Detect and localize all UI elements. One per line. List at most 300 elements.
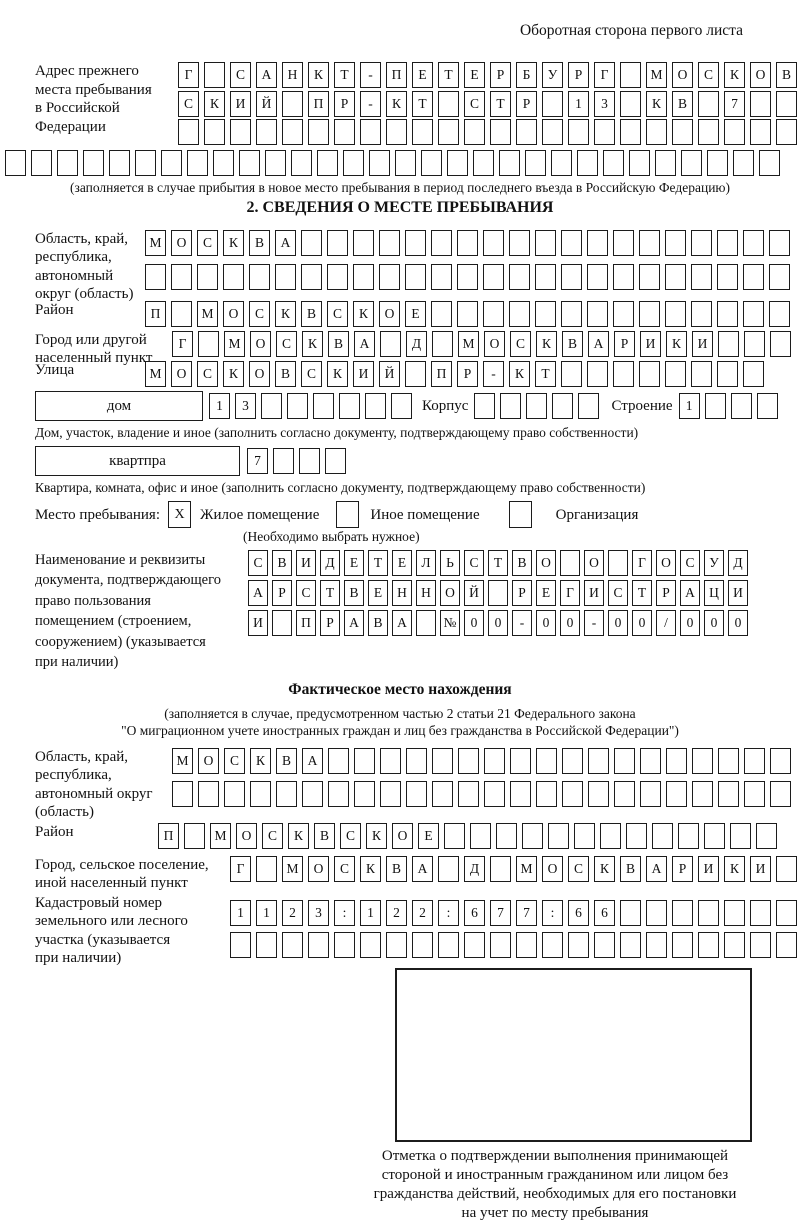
char-cell: И	[248, 610, 268, 636]
char-cell: Д	[728, 550, 748, 576]
char-cell	[256, 932, 277, 958]
char-cell	[646, 900, 667, 926]
char-cell	[31, 150, 52, 176]
char-cell	[464, 932, 485, 958]
char-cell	[438, 856, 459, 882]
char-cell	[691, 301, 712, 327]
char-cell: К	[308, 62, 329, 88]
char-cell	[458, 748, 479, 774]
char-cell	[744, 331, 765, 357]
char-cell: О	[171, 361, 192, 387]
char-cell	[724, 119, 745, 145]
label-line: Город, сельское поселение,	[35, 856, 209, 873]
korpus-cells	[474, 393, 599, 419]
char-cell	[380, 781, 401, 807]
char-cell	[275, 264, 296, 290]
char-cell	[204, 119, 225, 145]
char-cell	[542, 119, 563, 145]
char-cell: С	[262, 823, 283, 849]
char-cell: С	[230, 62, 251, 88]
char-cell	[600, 823, 621, 849]
stay-option3-label: Организация	[555, 506, 639, 523]
char-cell: Е	[368, 580, 388, 606]
char-cell	[750, 900, 771, 926]
char-cell: Л	[416, 550, 436, 576]
char-cell	[562, 781, 583, 807]
char-cell	[620, 900, 641, 926]
char-cell	[770, 781, 791, 807]
label-line: в Российской	[35, 100, 120, 116]
char-cell: Д	[464, 856, 485, 882]
street-cells	[145, 361, 764, 387]
char-cell: 0	[608, 610, 628, 636]
char-cell: В	[344, 580, 364, 606]
char-cell	[672, 932, 693, 958]
char-cell	[360, 932, 381, 958]
char-cell: Е	[536, 580, 556, 606]
district-row	[5, 301, 795, 331]
char-cell: И	[728, 580, 748, 606]
char-cell: С	[608, 580, 628, 606]
char-cell	[273, 448, 294, 474]
char-cell	[145, 264, 166, 290]
char-cell: 0	[632, 610, 652, 636]
char-cell: А	[392, 610, 412, 636]
actual-city-row	[5, 856, 795, 891]
char-cell: Т	[334, 62, 355, 88]
prev-address-grid	[178, 62, 797, 145]
char-cell: К	[327, 361, 348, 387]
char-cell: П	[386, 62, 407, 88]
region-label	[5, 230, 145, 304]
char-cell: К	[204, 91, 225, 117]
char-cell	[301, 230, 322, 256]
actual-location-title: Фактическое место нахождения	[288, 680, 512, 698]
char-cell	[542, 91, 563, 117]
char-cell	[548, 823, 569, 849]
char-cell	[681, 150, 702, 176]
char-cell	[698, 91, 719, 117]
char-cell: Ц	[704, 580, 724, 606]
char-cell	[386, 119, 407, 145]
char-cell: Й	[464, 580, 484, 606]
actual-city-label	[5, 856, 230, 893]
char-cell: 1	[679, 393, 700, 419]
label-line: гражданства действий, необходимых для его постановки	[373, 1185, 737, 1202]
char-cell	[561, 264, 582, 290]
char-cell	[239, 150, 260, 176]
char-cell: Т	[368, 550, 388, 576]
char-cell	[438, 932, 459, 958]
house-number-cells	[209, 393, 412, 419]
char-cell	[197, 264, 218, 290]
char-cell	[172, 781, 193, 807]
char-cell	[510, 781, 531, 807]
char-cell	[536, 748, 557, 774]
char-cell	[672, 900, 693, 926]
label-line: места пребывания	[35, 81, 152, 98]
char-cell	[301, 264, 322, 290]
char-cell: Е	[412, 62, 433, 88]
char-cell: М	[646, 62, 667, 88]
char-cell	[718, 748, 739, 774]
char-cell	[578, 393, 599, 419]
label-line: земельного или лесного	[35, 913, 188, 929]
char-cell: М	[210, 823, 231, 849]
char-cell	[770, 748, 791, 774]
char-cell: 6	[594, 900, 615, 926]
char-cell	[718, 781, 739, 807]
char-cell: К	[666, 331, 687, 357]
char-cell: 3	[594, 91, 615, 117]
prev-address-row3	[178, 119, 797, 145]
char-cell: В	[620, 856, 641, 882]
char-cell: 7	[490, 900, 511, 926]
label-line: республика,	[35, 767, 112, 783]
char-cell: Т	[320, 580, 340, 606]
char-cell	[665, 301, 686, 327]
char-cell: 0	[464, 610, 484, 636]
char-cell: 7	[516, 900, 537, 926]
char-cell: О	[171, 230, 192, 256]
char-cell: Г	[230, 856, 251, 882]
char-cell	[613, 230, 634, 256]
prev-address-block	[5, 62, 795, 147]
stay-type-row	[5, 502, 795, 528]
char-cell: С	[340, 823, 361, 849]
district-cells	[145, 301, 790, 327]
actual-location-note1: (заполняется в случае, предусмотренном частью 2 статьи 21 Федерального закона	[164, 705, 636, 721]
char-cell: В	[368, 610, 388, 636]
char-cell	[733, 150, 754, 176]
char-cell	[717, 361, 738, 387]
char-cell	[249, 264, 270, 290]
char-cell: В	[275, 361, 296, 387]
char-cell: 2	[386, 900, 407, 926]
cadastral-row2	[230, 932, 797, 958]
stay-option3-checkbox	[509, 501, 532, 528]
char-cell	[287, 393, 308, 419]
char-cell	[406, 748, 427, 774]
char-cell	[707, 150, 728, 176]
house-box: дом	[35, 391, 203, 421]
char-cell	[291, 150, 312, 176]
char-cell: О	[223, 301, 244, 327]
char-cell	[447, 150, 468, 176]
char-cell	[416, 610, 436, 636]
char-cell	[639, 301, 660, 327]
char-cell	[5, 150, 26, 176]
char-cell	[750, 119, 771, 145]
char-cell: А	[354, 331, 375, 357]
char-cell	[743, 230, 764, 256]
char-cell: Ь	[440, 550, 460, 576]
label-line: Область, край,	[35, 230, 129, 247]
char-cell: М	[282, 856, 303, 882]
char-cell: -	[360, 91, 381, 117]
char-cell	[379, 264, 400, 290]
char-cell	[178, 119, 199, 145]
char-cell: К	[275, 301, 296, 327]
char-cell	[339, 393, 360, 419]
char-cell: С	[249, 301, 270, 327]
char-cell: 6	[568, 900, 589, 926]
char-cell: К	[509, 361, 530, 387]
actual-district-label: Район	[35, 823, 74, 840]
char-cell: А	[646, 856, 667, 882]
char-cell	[639, 361, 660, 387]
char-cell	[587, 361, 608, 387]
char-cell	[431, 264, 452, 290]
char-cell	[484, 781, 505, 807]
char-cell	[652, 823, 673, 849]
city-row	[5, 331, 795, 366]
char-cell	[187, 150, 208, 176]
char-cell	[509, 264, 530, 290]
char-cell	[406, 781, 427, 807]
char-cell: 3	[308, 900, 329, 926]
char-cell: 1	[209, 393, 230, 419]
region-row2	[145, 264, 790, 290]
char-cell	[560, 550, 580, 576]
char-cell	[353, 230, 374, 256]
char-cell: У	[704, 550, 724, 576]
char-cell	[432, 781, 453, 807]
char-cell	[561, 230, 582, 256]
char-cell	[405, 264, 426, 290]
stroenie-cells	[679, 393, 778, 419]
prev-address-note: (заполняется в случае прибытия в новое место пребывания в период последнего въезда в Российскую Федерацию)	[69, 179, 731, 195]
char-cell	[626, 823, 647, 849]
char-cell	[776, 900, 797, 926]
char-cell: К	[302, 331, 323, 357]
char-cell: М	[172, 748, 193, 774]
char-cell: А	[275, 230, 296, 256]
char-cell	[692, 748, 713, 774]
char-cell: В	[328, 331, 349, 357]
section2-title: 2. СВЕДЕНИЯ О МЕСТЕ ПРЕБЫВАНИЯ	[246, 198, 554, 216]
char-cell	[776, 932, 797, 958]
char-cell	[776, 91, 797, 117]
char-cell	[730, 823, 751, 849]
char-cell: Т	[535, 361, 556, 387]
house-note: Дом, участок, владение и иное (заполнить согласно документу, подтверждающему право собственности)	[35, 424, 639, 440]
char-cell: О	[379, 301, 400, 327]
char-cell	[464, 119, 485, 145]
char-cell: Р	[272, 580, 292, 606]
char-cell: М	[145, 361, 166, 387]
char-cell	[457, 301, 478, 327]
char-cell	[620, 62, 641, 88]
cadastral-grid	[230, 900, 797, 958]
char-cell	[438, 91, 459, 117]
char-cell	[223, 264, 244, 290]
char-cell	[354, 748, 375, 774]
char-cell: Д	[320, 550, 340, 576]
char-cell	[620, 119, 641, 145]
apartment-cells	[247, 448, 346, 474]
char-cell: О	[542, 856, 563, 882]
char-cell: К	[353, 301, 374, 327]
char-cell	[744, 781, 765, 807]
actual-region-row1	[172, 748, 791, 774]
doc-grid	[248, 550, 748, 636]
label-line: право пользования	[35, 592, 151, 609]
char-cell: С	[680, 550, 700, 576]
char-cell: -	[360, 62, 381, 88]
char-cell: С	[334, 856, 355, 882]
char-cell: 1	[256, 900, 277, 926]
char-cell	[256, 856, 277, 882]
char-cell	[308, 932, 329, 958]
char-cell: М	[197, 301, 218, 327]
char-cell: Е	[344, 550, 364, 576]
char-cell	[224, 781, 245, 807]
char-cell	[678, 823, 699, 849]
label-line: Кадастровый номер	[35, 894, 162, 911]
char-cell: Р	[457, 361, 478, 387]
char-cell	[769, 301, 790, 327]
char-cell: С	[464, 550, 484, 576]
char-cell	[587, 264, 608, 290]
char-cell	[299, 448, 320, 474]
char-cell: О	[584, 550, 604, 576]
street-label: Улица	[35, 361, 75, 378]
char-cell	[756, 823, 777, 849]
district-label: Район	[35, 301, 74, 318]
char-cell	[614, 748, 635, 774]
char-cell: 6	[464, 900, 485, 926]
label-line: республика,	[35, 249, 112, 265]
char-cell	[629, 150, 650, 176]
stay-option1-checkbox: X	[168, 501, 191, 528]
char-cell	[327, 264, 348, 290]
label-line: Город или другой	[35, 331, 147, 348]
char-cell: В	[276, 748, 297, 774]
actual-district-cells	[158, 823, 777, 849]
char-cell: О	[750, 62, 771, 88]
char-cell	[432, 331, 453, 357]
char-cell	[522, 823, 543, 849]
char-cell: А	[680, 580, 700, 606]
actual-district-row	[5, 823, 795, 853]
region-grid	[145, 230, 790, 290]
char-cell: :	[438, 900, 459, 926]
char-cell	[327, 230, 348, 256]
doc-row1	[248, 550, 748, 576]
char-cell	[317, 150, 338, 176]
char-cell: К	[386, 91, 407, 117]
char-cell: К	[724, 856, 745, 882]
char-cell: Г	[632, 550, 652, 576]
char-cell	[769, 264, 790, 290]
char-cell: Р	[568, 62, 589, 88]
label-line: Адрес прежнего	[35, 63, 139, 79]
char-cell	[308, 119, 329, 145]
char-cell	[334, 119, 355, 145]
char-cell	[691, 361, 712, 387]
char-cell	[473, 150, 494, 176]
char-cell: Т	[438, 62, 459, 88]
char-cell	[705, 393, 726, 419]
char-cell	[776, 119, 797, 145]
char-cell: С	[178, 91, 199, 117]
char-cell: К	[250, 748, 271, 774]
cadastral-row	[5, 894, 795, 966]
char-cell: 2	[412, 900, 433, 926]
char-cell	[405, 230, 426, 256]
char-cell	[265, 150, 286, 176]
char-cell	[272, 610, 292, 636]
char-cell: Н	[392, 580, 412, 606]
char-cell	[490, 932, 511, 958]
apartment-row	[5, 446, 795, 477]
char-cell: Р	[516, 91, 537, 117]
korpus-label: Корпус	[422, 398, 469, 414]
label-line: автономный	[35, 267, 114, 284]
char-cell	[743, 301, 764, 327]
label-line: на учет по месту пребывания	[461, 1204, 649, 1221]
label-line: иной населенный пункт	[35, 875, 188, 891]
char-cell	[412, 119, 433, 145]
char-cell	[509, 301, 530, 327]
apartment-box: квартпра	[35, 446, 240, 476]
char-cell: А	[412, 856, 433, 882]
char-cell	[325, 448, 346, 474]
char-cell	[83, 150, 104, 176]
char-cell: Е	[392, 550, 412, 576]
char-cell	[369, 150, 390, 176]
char-cell	[360, 119, 381, 145]
actual-region-row2	[172, 781, 791, 807]
char-cell	[171, 264, 192, 290]
char-cell	[474, 393, 495, 419]
stay-type-label: Место пребывания:	[35, 506, 160, 523]
char-cell: 0	[728, 610, 748, 636]
char-cell	[552, 393, 573, 419]
char-cell	[458, 781, 479, 807]
doc-label	[5, 550, 248, 673]
prev-address-row2	[178, 91, 797, 117]
char-cell: /	[656, 610, 676, 636]
stay-option2-checkbox	[336, 501, 359, 528]
actual-region-label	[5, 748, 172, 822]
char-cell: 1	[568, 91, 589, 117]
char-cell	[561, 361, 582, 387]
char-cell: И	[640, 331, 661, 357]
char-cell: К	[366, 823, 387, 849]
char-cell	[343, 150, 364, 176]
char-cell: П	[431, 361, 452, 387]
char-cell	[470, 823, 491, 849]
char-cell: С	[296, 580, 316, 606]
char-cell: Т	[412, 91, 433, 117]
char-cell	[395, 150, 416, 176]
char-cell	[640, 748, 661, 774]
char-cell	[639, 264, 660, 290]
char-cell	[743, 361, 764, 387]
char-cell	[334, 932, 355, 958]
char-cell: Н	[282, 62, 303, 88]
char-cell	[161, 150, 182, 176]
stay-type-hint: (Необходимо выбрать нужное)	[243, 528, 420, 544]
char-cell: Р	[490, 62, 511, 88]
char-cell: В	[672, 91, 693, 117]
char-cell	[386, 932, 407, 958]
char-cell: М	[516, 856, 537, 882]
char-cell	[692, 781, 713, 807]
label-line: при наличии)	[35, 950, 122, 966]
